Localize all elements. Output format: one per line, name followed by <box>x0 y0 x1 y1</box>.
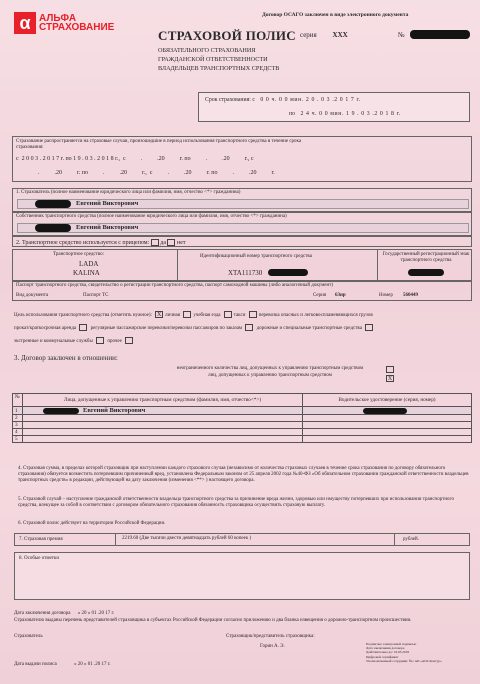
clause-5: 5. Страховой случай – наступление гражданской ответственности владельца транспортного средства за причинение вреда жизни, здоровью или имуществу потерпевших при использовании транспортного средства, влекущее за собой в соответствии с договором обязательного страхования обязанность страховщика осуществить страховую выплату. <box>18 497 454 508</box>
purpose-hazardous-checkbox[interactable] <box>249 311 257 318</box>
purpose-special-checkbox[interactable] <box>365 324 373 331</box>
contract-date-value: « 20 » 01 .20 17 г. <box>77 611 115 616</box>
policy-title: СТРАХОВОЙ ПОЛИС <box>158 28 296 43</box>
term-to: 2 4 ч. 0 0 мин. 1 9 . 0 3 .2 0 1 8 г. <box>300 111 401 117</box>
redacted-policy-number <box>410 30 470 39</box>
redacted-owner-surname <box>35 224 71 232</box>
usage-period-box <box>12 136 472 182</box>
term-label: Срок страхования: с <box>205 97 255 103</box>
usage-period-row-1: с 2 0 0 3 . 2 0 1 7 г. по 1 9 . 0 3 . 2 0 1 8 г., с . .20 г. по . .20 г., с <box>16 156 254 162</box>
trailer-yes-checkbox[interactable] <box>151 239 159 246</box>
usage-period-text: Страхование распространяется на страховые случаи, произошедшие в период использования транспортного средства в течение срока страхования: <box>16 139 302 150</box>
purpose-passenger-checkbox[interactable] <box>245 324 253 331</box>
purpose-row-3: экстренные и коммунальные службы прочее <box>14 337 470 344</box>
rep-sign-label: Страховщик/представитель страховщика: <box>226 634 315 639</box>
term-to-label: по <box>289 111 296 117</box>
header-note: Договор ОСАГО заключен в виде электронного документа <box>262 12 409 18</box>
insurer-box <box>12 188 472 212</box>
rep-name: Горин А. Э. <box>260 644 285 649</box>
contract-unlimited-label: неограниченного количества лиц, допущенных к управлению транспортным средством <box>176 366 364 371</box>
contract-limited-checkbox[interactable]: X <box>387 376 393 382</box>
premium-currency: рублей. <box>403 537 419 542</box>
contract-limited-label: лиц, допущенных к управлению транспортным средством <box>208 373 332 378</box>
logo-text <box>39 14 114 32</box>
passport-type: Паспорт ТС <box>83 293 109 298</box>
vehicle-box <box>12 249 472 281</box>
owner-name: Евгений Викторович <box>17 223 469 233</box>
purpose-rental-checkbox[interactable] <box>79 324 87 331</box>
contract-date-label: Дата заключения договора <box>14 611 71 616</box>
table-row: 3 <box>13 422 472 429</box>
table-row: 5 <box>13 436 472 443</box>
table-row: 4 <box>13 429 472 436</box>
drivers-table-header: № Лица, допущенные к управлению транспортным средством (фамилия, имя, отчество<*>) Водительское удостоверение (серия, номер) <box>13 394 472 407</box>
passport-label: Паспорт транспортного средства, свидетельство о регистрации транспортного средства, паспорт самоходной машины (либо аналогичный документ) <box>16 283 334 288</box>
vin-value: XTA111730 <box>228 269 263 277</box>
passport-number: 560449 <box>403 293 418 298</box>
trailer-row: 2. Транспортное средство используется с прицепом: да нет <box>12 236 472 247</box>
contract-title: 3. Договор заключен в отношении: <box>14 354 118 362</box>
plate-label: Государственный регистрационный знак транспортного средства <box>382 252 470 263</box>
policy-number-label: № <box>398 31 405 39</box>
alpha-logo-icon: α <box>14 12 36 34</box>
trailer-no-checkbox[interactable] <box>167 239 175 246</box>
insurer-sign-label: Страхователь <box>14 634 43 639</box>
vehicle-passport-box: Паспорт транспортного средства, свидетельство о регистрации транспортного средства, паспорт самоходной машины (либо аналогичный документ) Вид документа Паспорт ТС Серия 63нр Номер 560449 <box>12 281 472 301</box>
purpose-taxi-checkbox[interactable] <box>224 311 232 318</box>
logo-line-1: АЛЬФА <box>39 13 77 24</box>
special-notes-box <box>14 552 470 600</box>
premium-box <box>14 533 470 546</box>
purpose-row-1: Цель использования транспортного средства (отметить нужное): X личная учебная езда такси перевозка опасных и легковоспламеняющихся грузов <box>14 312 373 318</box>
purpose-row-2: прокат/краткосрочная аренда регулярные пассажирские перевозки/перевозки пассажиров по заказам дорожные и специальные транспортные средства <box>14 324 470 331</box>
clause-4: 4. Страховая сумма, в пределах которой страховщик при наступлении каждого страхового случая (независимо от количества страховых случаев в течение срока страхования по договору обязательного страхования) обязуется возместить потерпевшим причиненный вред, установлена Федеральным законом от 25 апреля 2002 года №40-ФЗ «Об обязательном страховании гражданской ответственности владельцев транспортных средств» в редакции, действующей на дату заключения (изменения <**> ) настоящего договора. <box>18 466 469 483</box>
vin-label: Идентификационный номер транспортного средства <box>200 254 312 259</box>
owner-box <box>12 212 472 236</box>
contract-unlimited-checkbox[interactable] <box>386 366 394 373</box>
issue-date-label: Дата выдачи полиса <box>14 662 57 667</box>
special-notes-label: 8. Особые отметки <box>19 556 59 561</box>
redacted-license <box>363 408 407 414</box>
delivery-note: Страхователю выданы перечень представителей страховщика в субъектах Российской Федерации согласно приложению и два бланка извещения о дорожно-транспортном происшествии. <box>14 618 412 623</box>
premium-label: 7. Страховая премия <box>19 537 63 542</box>
insurer-label: 1. Страхователь (полное наименование юридического лица или фамилия, имя, отчество <*> гражданина) <box>16 190 241 195</box>
table-row: 2 <box>13 415 472 422</box>
premium-value: 2219.60 (Две тысячи двести девятнадцать рублей 60 копеек ) <box>122 536 252 541</box>
purpose-personal-checkbox[interactable]: X <box>157 312 162 318</box>
company-logo <box>14 12 114 34</box>
vehicle-model: KALINA <box>73 269 100 277</box>
insurance-term-box <box>198 92 470 122</box>
issue-date-value: « 20 » 01 .20 17 г. <box>73 662 111 667</box>
term-from: 0 0 ч. 0 0 мин. 2 0 . 0 3 .2 0 1 7 г. <box>260 97 361 103</box>
policy-subtitle: ОБЯЗАТЕЛЬНОГО СТРАХОВАНИЯ ГРАЖДАНСКОЙ ОТВЕТСТВЕННОСТИ ВЛАДЕЛЬЦЕВ ТРАНСПОРТНЫХ СРЕДСТВ <box>158 47 280 72</box>
insurer-name: Евгений Викторович <box>17 199 469 209</box>
redacted-plate <box>408 269 444 276</box>
series-field: серия ХХХ <box>300 31 348 39</box>
trailer-label: 2. Транспортное средство используется с прицепом: <box>16 239 150 246</box>
redacted-vin <box>268 269 308 276</box>
purpose-label: Цель использования транспортного средства (отметить нужное): <box>14 312 152 318</box>
purpose-other-checkbox[interactable] <box>125 337 133 344</box>
vehicle-make: LADA <box>79 260 99 268</box>
vehicle-label: Транспортное средство: <box>53 252 105 257</box>
series-value: ХХХ <box>332 31 348 39</box>
table-row: 1 Евгений Викторович <box>13 407 472 415</box>
passport-series: 63нр <box>335 293 346 298</box>
purpose-emergency-checkbox[interactable] <box>96 337 104 344</box>
purpose-training-checkbox[interactable] <box>183 311 191 318</box>
clause-6: 6. Страховой полис действует на территории Российской Федерации. <box>18 521 166 526</box>
redacted-insurer-surname <box>35 200 71 208</box>
redacted-driver-surname <box>43 408 79 414</box>
owner-label: Собственник транспортного средства (полное наименование юридического лица или фамилия, имя, отчество <*> гражданина) <box>16 214 287 219</box>
logo-line-2: СТРАХОВАНИЕ <box>39 22 115 33</box>
e-signature-stamp: Подписано электронной подписью Дата заключения договора Действительна до: 19.03.2018 Цифровой сертификат Уполномоченный сотрудник: №1 АО «АСК Контур» <box>366 642 442 663</box>
usage-period-row-2: . .20 г. по . .20 г., с . .20 г. по . .20 г. <box>23 170 275 176</box>
drivers-table <box>12 393 472 443</box>
